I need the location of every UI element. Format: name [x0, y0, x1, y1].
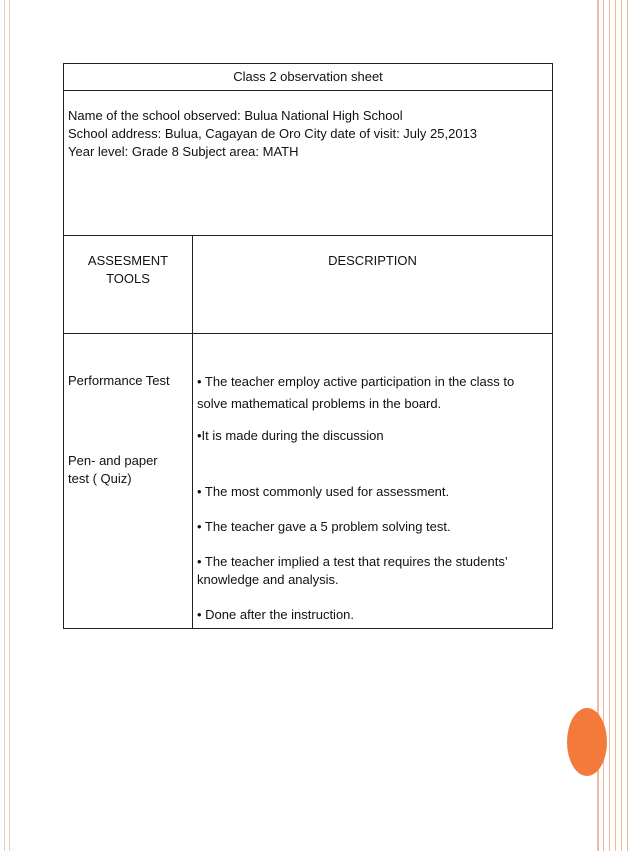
- desc-4: • The teacher gave a 5 problem solving test.: [197, 519, 451, 534]
- header-row: [64, 236, 553, 334]
- tools-cell: [64, 334, 193, 629]
- tools-header-line1: ASSESMENT: [87, 253, 169, 268]
- tool-performance: Performance Test: [68, 373, 170, 388]
- desc-2: •It is made during the discussion: [197, 428, 384, 443]
- school-address-line: School address: Bulua, Cagayan de Oro City date of visit: July 25,2013: [68, 126, 478, 141]
- desc-3: • The most commonly used for assessment.: [197, 484, 450, 499]
- left-decor-line: [4, 0, 5, 851]
- info-row: [64, 91, 553, 236]
- decor-oval: [567, 708, 607, 776]
- tools-header: [64, 236, 193, 334]
- description-cell: [193, 334, 553, 629]
- content-row: [64, 334, 553, 629]
- right-decor-line: [615, 0, 616, 851]
- year-subject-line: Year level: Grade 8 Subject area: MATH: [68, 144, 299, 159]
- observation-sheet-table: [63, 63, 553, 629]
- title-row: [64, 64, 553, 91]
- tool-pen-line1: Pen- and paper: [68, 453, 158, 468]
- desc-5-line2: knowledge and analysis.: [197, 572, 339, 587]
- description-header: DESCRIPTION: [193, 236, 553, 334]
- desc-5-line1: • The teacher implied a test that requires the students’: [197, 554, 508, 569]
- desc-1-line1: • The teacher employ active participation in the class to: [197, 374, 515, 389]
- left-decor-line: [9, 0, 10, 851]
- right-decor-line: [627, 0, 628, 851]
- desc-6: • Done after the instruction.: [197, 607, 355, 622]
- right-decor-line: [609, 0, 610, 851]
- school-name-line: Name of the school observed: Bulua National High School: [68, 108, 403, 123]
- tools-header-line2: TOOLS: [106, 271, 150, 286]
- right-decor-line: [621, 0, 622, 851]
- school-info: [64, 91, 553, 236]
- sheet-title: Class 2 observation sheet: [64, 64, 553, 91]
- desc-1-line2: solve mathematical problems in the board.: [197, 396, 442, 411]
- tool-pen-line2: test ( Quiz): [68, 471, 132, 486]
